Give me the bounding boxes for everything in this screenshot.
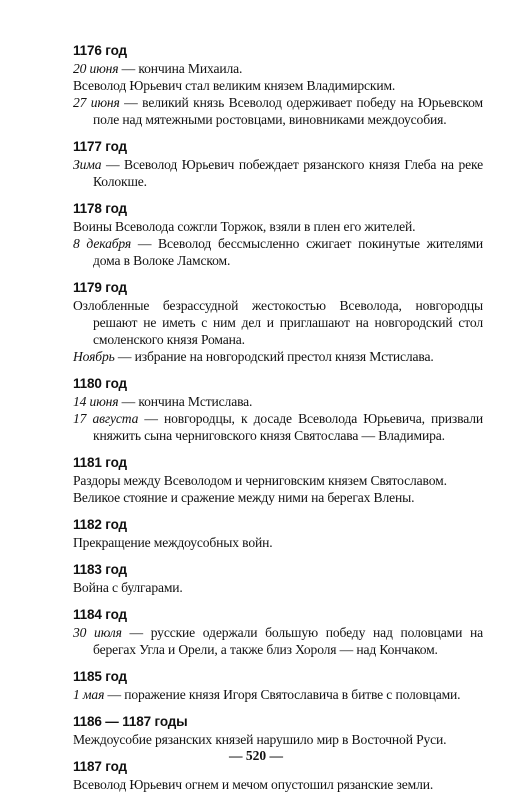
year-section: [73, 138, 483, 190]
year-section: [73, 279, 483, 365]
entry-text: Междоусобие рязанских князей нарушило мир в Восточной Руси.: [73, 732, 447, 747]
entry-date: 27 июня: [73, 95, 120, 110]
chronicle-entry: [73, 156, 483, 190]
entry-text: Великое стояние и сражение между ними на берегах Влены.: [73, 490, 415, 505]
chronicle-entry: [73, 776, 483, 793]
entry-date: 20 июня: [73, 61, 119, 76]
year-section: [73, 42, 483, 128]
chronicle-entry: [73, 348, 483, 365]
year-heading: 1187 год: [73, 759, 127, 774]
chronicle-entry: [73, 534, 483, 551]
entry-text: — русские одержали большую победу над половцами на берегах Угла и Орели, а также близ Хороля — над Кончаком.: [93, 625, 483, 657]
chronicle-entry: [73, 686, 483, 703]
year-section: [73, 561, 483, 596]
entry-date: 14 июня: [73, 394, 119, 409]
year-heading: 1181 год: [73, 455, 127, 470]
chronicle-entry: [73, 77, 483, 94]
chronicle-entry: [73, 393, 483, 410]
year-section: [73, 516, 483, 551]
entry-text: Воины Всеволода сожгли Торжок, взяли в плен его жителей.: [73, 219, 416, 234]
entry-text: — кончина Мстислава.: [118, 394, 253, 409]
entry-text: — избрание на новгородский престол князя Мстислава.: [114, 349, 434, 364]
chronicle-entry: [73, 489, 483, 506]
chronicle-entry: [73, 472, 483, 489]
entry-text: — кончина Михаила.: [118, 61, 243, 76]
page-number: — 520 —: [229, 748, 283, 763]
entry-text: — новгородцы, к досаде Всеволода Юрьевича, призвали княжить сына черниговского князя Святослава — Владимира.: [93, 411, 483, 443]
entry-text: — поражение князя Игоря Святославича в битве с половцами.: [104, 687, 461, 702]
year-section: [73, 375, 483, 444]
chronicle-entry: [73, 235, 483, 269]
year-section: [73, 200, 483, 269]
chronicle-entry: [73, 410, 483, 444]
entry-text: Всеволод Юрьевич огнем и мечом опустошил рязанские земли.: [73, 777, 434, 792]
year-heading: 1180 год: [73, 376, 127, 391]
year-heading: 1182 год: [73, 517, 127, 532]
entry-text: Прекращение междоусобных войн.: [73, 535, 273, 550]
year-heading: 1176 год: [73, 43, 127, 58]
chronicle-text: [73, 42, 483, 803]
entry-date: Ноябрь: [73, 349, 115, 364]
entry-date: 1 мая: [73, 687, 105, 702]
year-section: [73, 454, 483, 506]
chronicle-entry: [73, 218, 483, 235]
entry-text: Озлобленные безрассудной жестокостью Всеволода, новгородцы решают не иметь с ним дел и приглашают на новгородский стол смоленского князя Романа.: [73, 298, 483, 347]
entry-date: 30 июля: [73, 625, 122, 640]
entry-text: Раздоры между Всеволодом и черниговским князем Святославом.: [73, 473, 447, 488]
entry-text: — Всеволод бессмысленно сжигает покинутые жителями дома в Волоке Ламском.: [93, 236, 483, 268]
year-heading: 1177 год: [73, 139, 127, 154]
entry-date: 8 декабря: [73, 236, 132, 251]
entry-date: Зима: [73, 157, 102, 172]
chronicle-entry: [73, 731, 483, 748]
entry-text: — великий князь Всеволод одерживает победу на Юрьевском поле над мятежными ростовцами, виновниками междоусобия.: [93, 95, 483, 127]
chronicle-entry: [73, 94, 483, 128]
entry-text: — Всеволод Юрьевич побеждает рязанского князя Глеба на реке Колокше.: [93, 157, 483, 189]
chronicle-entry: [73, 60, 483, 77]
year-section: [73, 668, 483, 703]
chronicle-entry: [73, 624, 483, 658]
entry-text: Война с булгарами.: [73, 580, 183, 595]
chronicle-entry: [73, 579, 483, 596]
year-heading: 1184 год: [73, 607, 127, 622]
year-heading: 1185 год: [73, 669, 127, 684]
year-heading: 1178 год: [73, 201, 127, 216]
entry-text: Всеволод Юрьевич стал великим князем Владимирским.: [73, 78, 396, 93]
year-heading: 1179 год: [73, 280, 127, 295]
year-heading: 1186 — 1187 годы: [73, 714, 188, 729]
chronicle-entry: [73, 297, 483, 348]
year-section: [73, 606, 483, 658]
year-heading: 1183 год: [73, 562, 127, 577]
entry-date: 17 августа: [73, 411, 139, 426]
year-section: [73, 713, 483, 748]
